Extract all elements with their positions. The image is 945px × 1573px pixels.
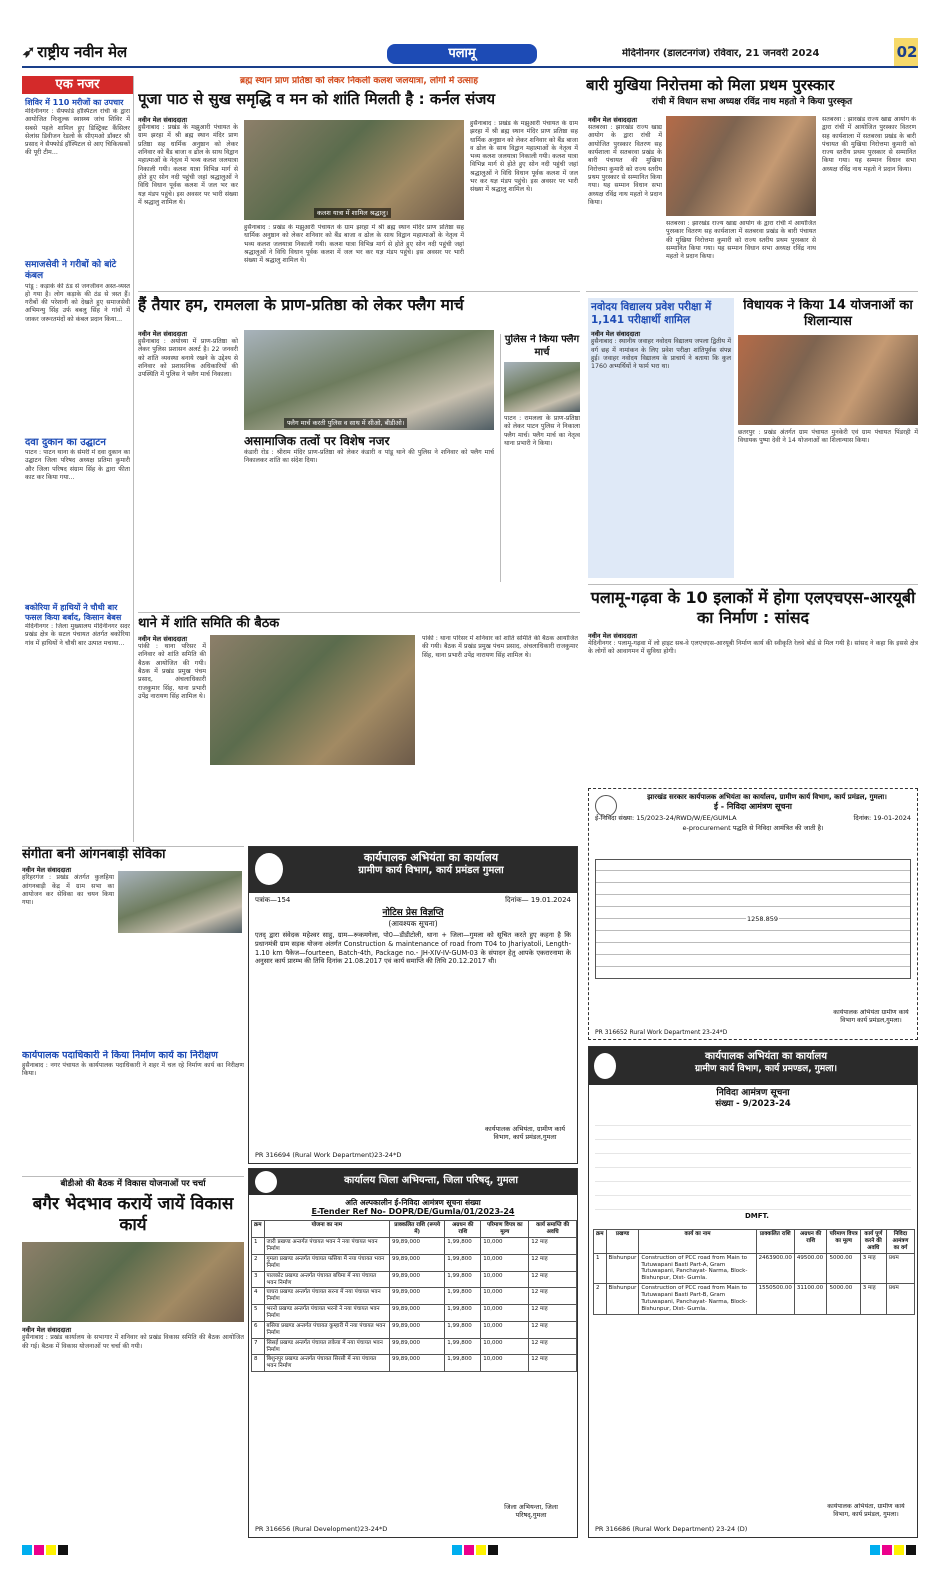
- col-header: क्रम: [252, 1221, 265, 1238]
- table-cell: 12 माह: [529, 1271, 577, 1288]
- story-text-col: [138, 330, 238, 580]
- brief-item: [22, 98, 133, 258]
- patan-photo: [504, 362, 580, 412]
- table-row: [252, 1355, 577, 1372]
- color-swatch: [22, 1545, 32, 1555]
- table-cell: 2: [594, 1284, 607, 1315]
- emblem-icon: [594, 1053, 616, 1079]
- notice-subtitle: निविदा आमंत्रण सूचना: [716, 1088, 790, 1098]
- story-rub: [588, 584, 918, 784]
- byline: नवीन मेल संवाददाता: [591, 330, 640, 339]
- notice-number: संख्या - 9/2023-24: [715, 1099, 791, 1110]
- col-header: प्राक्कलित राशि: [756, 1230, 794, 1254]
- table-cell: 2: [252, 1254, 265, 1271]
- table-cell: सिसई प्रखण्ड अन्तर्गत पंचायत लकेया में नया पंचायत भवन निर्माण: [264, 1338, 390, 1355]
- col-header: कार्य पूर्ण करने की अवधि: [860, 1230, 886, 1254]
- table-cell: 1,99,800: [445, 1288, 481, 1305]
- table-cell: 10,000: [481, 1338, 529, 1355]
- table-cell: 10,000: [481, 1355, 529, 1372]
- table-cell: 1550500.00: [756, 1284, 794, 1315]
- notice-gumla-2: [248, 1168, 578, 1538]
- section-label: पलामू: [387, 44, 537, 64]
- table-cell: बसिया प्रखण्ड अन्तर्गत पंचायत कुम्हारी में नया पंचायत भवन निर्माण: [264, 1321, 390, 1338]
- story-shanti: [138, 612, 580, 840]
- story-body: हुसैनाबाद : प्रखंड के मझुआरी पंचायत के ग्राम झरहा में श्री ब्रह्म स्थान मंदिर प्राण प्रतिष्ठा सह धार्मिक अनुष्ठान को लेकर शनिवार को बैंड बाजा व ढोल के साथ विद्वान महात्माओं के नेतृत्व में भव्य कलश जलयात्रा निकाली गयी। कलश यात्रा विभिन्न मार्ग से होते हुए सोन नदी पहुंची जहां श्रद्धालुओं ने विधि विधान पूर्वक कलश में जल भर कर यज्ञ मंडप पहुंचे। इस अवसर पर भारी संख्या में श्रद्धालु शामिल थे।: [138, 124, 238, 206]
- story-body: सतबरवा : झारखंड राज्य खाद्य आयोग के द्वारा रांची में आयोजित पुरस्कार वितरण सह कार्यशाला में सतबरवा प्रखंड के बारी पंचायत की मुखिया निरोत्तमा कुमारी को राज्य स्तरीय प्रथम पुरस्कार से सम्मानित किया गया। यह सम्मान विधान सभा अध्यक्ष रविंद्र नाथ महतो ने प्रदान किया।: [588, 124, 662, 206]
- table-cell: Bishunpur: [606, 1253, 639, 1284]
- table-cell: 2463900.00: [756, 1253, 794, 1284]
- notice-right-1: [588, 788, 918, 1040]
- table-cell: 99,89,000: [390, 1355, 445, 1372]
- color-swatch: [906, 1545, 916, 1555]
- table-cell: Bishunpur: [606, 1284, 639, 1315]
- notice-subtitle2: (आवश्यक सूचना): [388, 919, 438, 928]
- story-pooja: [138, 76, 580, 292]
- brief-item: [22, 601, 133, 775]
- col-header: परिमाण विपत्र का मूल्य: [827, 1230, 860, 1254]
- col-header: परिमाण विपत्र का मूल्य: [481, 1221, 529, 1238]
- notice-right-2: [588, 1046, 918, 1538]
- notice-title-line: कार्यपालक अभियंता का कार्यालय: [704, 1051, 828, 1062]
- story-headline: पूजा पाठ से सुख समृद्धि व मन को शांति मिलती है : कर्नल संजय: [138, 90, 496, 109]
- byline: नवीन मेल संवाददाता: [138, 635, 187, 643]
- story-body: हुसैनाबाद : नगर पंचायत के कार्यपालक पदाधिकारी ने शहर में चल रहे निर्माण कार्य का निरीक्षण किया।: [22, 1061, 244, 1078]
- col-header: प्रखण्ड: [606, 1230, 639, 1254]
- table-cell: 12 माह: [529, 1288, 577, 1305]
- color-swatch: [464, 1545, 474, 1555]
- table-cell: 1,99,800: [445, 1238, 481, 1255]
- table-cell: 99,89,000: [390, 1321, 445, 1338]
- shanti-photo: [210, 635, 415, 765]
- table-cell: 1: [594, 1253, 607, 1284]
- story-body: पांकी : थाना परिसर में शनिवार को शांति समिति की बैठक आयोजित की गयी। बैठक में प्रखंड प्रमुख पंचम प्रसाद, अंचलाधिकारी राजकुमार सिंह, थाना प्रभारी उपेंद्र नारायण सिंह शामिल थे।: [138, 643, 206, 700]
- table-cell: 5000.00: [827, 1284, 860, 1315]
- story-text-col: [138, 116, 238, 290]
- col-header: निविदा आमंत्रण का वर्ग: [886, 1230, 914, 1254]
- notice-title-line: कार्यपालक अभियंता का कार्यालय: [363, 851, 499, 864]
- bird-icon: ➶: [22, 42, 36, 61]
- bdo-photo: [22, 1242, 244, 1322]
- table-cell: प्रथम: [886, 1253, 914, 1284]
- byline: नवीन मेल संवाददाता: [22, 1326, 71, 1335]
- story-body: हुसैनाबाद : प्रखंड कार्यालय के सभागार में शनिवार को प्रखंड विकास समिति की बैठक आयोजित की गई। बैठक में विकास योजनाओं पर चर्चा की गयी।: [22, 1334, 244, 1350]
- table-cell: 12 माह: [529, 1305, 577, 1322]
- story-asamajik: [244, 434, 494, 580]
- table-row: [252, 1238, 577, 1255]
- story-body-continued: हुसैनाबाद : प्रखंड के मझुआरी पंचायत के ग्राम झरहा में श्री ब्रह्म स्थान मंदिर प्राण प्रतिष्ठा सह धार्मिक अनुष्ठान को लेकर शनिवार को बैंड बाजा व ढोल के साथ विद्वान महात्माओं के नेतृत्व में भव्य कलश जलयात्रा निकाली गयी। कलश यात्रा विभिन्न मार्ग से होते हुए सोन नदी पहुंची जहां श्रद्धालुओं ने विधि विधान पूर्वक कलश में जल भर कर यज्ञ मंडप पहुंचे। इस अवसर पर भारी संख्या में श्रद्धालु शामिल थे।: [470, 120, 578, 194]
- brief-item: [22, 435, 133, 602]
- table-cell: 1,99,800: [445, 1271, 481, 1288]
- table-cell: 5000.00: [827, 1253, 860, 1284]
- table-cell: 3 माह: [860, 1284, 886, 1315]
- table-cell: 10,000: [481, 1254, 529, 1271]
- table-row: [594, 1253, 915, 1284]
- sangita-photo: [118, 871, 242, 933]
- table-row: [252, 1271, 577, 1288]
- color-swatch: [46, 1545, 56, 1555]
- notice-sign: कार्यपालक अभियंता, ग्रामीण कार्य विभाग, कार्य प्रमंडल,गुमला: [485, 1124, 565, 1141]
- table-cell: 99,89,000: [390, 1288, 445, 1305]
- table-cell: 1: [252, 1238, 265, 1255]
- story-headline: थाने में शांति समिति की बैठक: [138, 616, 280, 631]
- color-swatches-left: [22, 1545, 70, 1557]
- table-cell: 12 माह: [529, 1338, 577, 1355]
- story-body-continued: सतबरवा : झारखंड राज्य खाद्य आयोग के द्वारा रांची में आयोजित पुरस्कार वितरण सह कार्यशाला में सतबरवा प्रखंड के बारी पंचायत की मुखिया निरोत्तमा कुमारी को राज्य स्तरीय प्रथम पुरस्कार से सम्मानित किया गया। यह सम्मान विधान सभा अध्यक्ष रविंद्र नाथ महतो ने प्रदान किया।: [666, 220, 816, 261]
- notice-details: [595, 1113, 911, 1223]
- table-row: [252, 1254, 577, 1271]
- notice-sign: कार्यपालक अभियंता, ग्रामीण कार्य विभाग, कार्य प्रमंडल, गुमला।: [827, 1503, 905, 1519]
- table-cell: 49500.00: [794, 1253, 827, 1284]
- table-row: [252, 1321, 577, 1338]
- table-cell: Construction of PCC road from Main to Tutuwapani Basti Part-B, Gram Tutuwapani, Panchayat- Narma, Block- Bishunpur, Dist- Gumla.: [639, 1284, 756, 1315]
- table-cell: प्रथम: [886, 1284, 914, 1315]
- notice-footer: PR 316694 (Rural Work Department)23-24*D: [255, 1150, 402, 1159]
- story-text-col: [588, 116, 662, 290]
- table-cell: जारी प्रखण्ड अन्तर्गत पंचायत भवन ने नया पंचायत भवन निर्माण: [264, 1238, 390, 1255]
- notice-sign: कार्यपालक अभियंता ग्रामीण कार्य विभाग कार्य प्रमंडल,गुमला।: [833, 1009, 909, 1025]
- table-cell: 12 माह: [529, 1254, 577, 1271]
- photo-caption: कलश यात्रा में शामिल श्रद्धालु।: [314, 208, 391, 218]
- table-cell: 10,000: [481, 1305, 529, 1322]
- story-body-continued: हुसैनाबाद : प्रखंड के मझुआरी पंचायत के ग्राम झरहा में श्री ब्रह्म स्थान मंदिर प्राण प्रतिष्ठा सह धार्मिक अनुष्ठान को लेकर शनिवार को बैंड बाजा व ढोल के साथ विद्वान महात्माओं के नेतृत्व में भव्य कलश जलयात्रा निकाली गयी। कलश यात्रा विभिन्न मार्ग से होते हुए सोन नदी पहुंची जहां श्रद्धालुओं ने विधि विधान पूर्वक कलश में जल भर कर यज्ञ मंडप पहुंचे। इस अवसर पर भारी संख्या में श्रद्धालु शामिल थे।: [244, 224, 464, 265]
- color-swatch: [476, 1545, 486, 1555]
- table-cell: 10,000: [481, 1271, 529, 1288]
- dateline: मेदिनीनगर (डालटनगंज) रविवार, 21 जनवरी 2024: [622, 48, 820, 59]
- table-cell: 10,000: [481, 1288, 529, 1305]
- story-headline: असामाजिक तत्वों पर विशेष नजर: [244, 434, 390, 448]
- byline: नवीन मेल संवाददाता: [138, 330, 187, 338]
- brief-headline: समाजसेवी ने गरीबों को बांटे कंबल: [25, 260, 117, 282]
- notice-title: कार्यालय जिला अभियन्ता, जिला परिषद्, गुमला: [249, 1169, 577, 1195]
- table-cell: 31100.00: [794, 1284, 827, 1315]
- story-body: हुसैनाबाद : स्थानीय जवाहर नवोदय विद्यालय जपला द्वितीय में वर्ग छह में नामांकन के लिए प्रवेश परीक्षा शांतिपूर्वक संपन्न हुई। जवाहर नवोदय विद्यालय के प्राचार्य ने बताया कि कुल 1760 अभ्यर्थियों ने फार्म भरा था।: [591, 338, 731, 371]
- story-body: छतरपुर : प्रखंड अंतर्गत ग्राम पंचायत मुनकेरी एवं ग्राम पंचायत पिंडरही में विधायक पुष्पा देवी ने 14 योजनाओं का शिलान्यास किया।: [738, 428, 918, 444]
- table-row: [594, 1284, 915, 1315]
- col-header: अग्रधन की राशि: [445, 1221, 481, 1238]
- col-header: अग्रधन की राशि: [794, 1230, 827, 1254]
- col-header: योजना का नाम: [264, 1221, 390, 1238]
- tender-table: [593, 1229, 915, 1315]
- story-headline: पलामू-गढ़वा के 10 इलाकों में होगा एलएचएस-आरयूबी का निर्माण : सांसद: [590, 588, 916, 627]
- notice-subtitle: अति अल्पकालीन ई-निविदा आमंत्रण सूचना संख्या: [345, 1198, 481, 1207]
- table-cell: 99,89,000: [390, 1305, 445, 1322]
- table-cell: 4: [252, 1288, 265, 1305]
- column-header: एक नजर: [22, 76, 133, 94]
- tender-table: [251, 1220, 577, 1372]
- story-body: मेदिनीनगर : पलामू-गढ़वा में लो हाइट सब-वे एलएचएस-आरयूबी निर्माण कार्य की स्वीकृति रेलवे बोर्ड से मिल गयी है। सांसद ने कहा कि इससे क्षेत्र के लोगों को आवागमन में सुविधा होगी।: [588, 640, 918, 656]
- color-swatch: [488, 1545, 498, 1555]
- notice-footer: PR 316656 (Rural Development)23-24*D: [255, 1524, 388, 1533]
- table-cell: 99,89,000: [390, 1271, 445, 1288]
- notice-gumla-1: [248, 846, 578, 1164]
- color-swatch: [58, 1545, 68, 1555]
- col-header: क्रम: [594, 1230, 607, 1254]
- story-body: हरिहरगंज : प्रखंड अंतर्गत कुलहिया आंगनबाड़ी केंद्र में ग्राम सभा का आयोजन कर सेविका का चयन किया गया।: [22, 874, 114, 907]
- story-award: [586, 76, 918, 292]
- notice-subtitle: ई - निविदा आमंत्रण सूचना: [714, 801, 792, 811]
- table-cell: 8: [252, 1355, 265, 1372]
- color-swatch: [882, 1545, 892, 1555]
- emblem-icon: [255, 1171, 277, 1193]
- newspaper-logo: [22, 42, 127, 62]
- col-header: कार्य का नाम: [639, 1230, 756, 1254]
- flag-march-photo: [244, 330, 494, 430]
- table-cell: 1,99,800: [445, 1355, 481, 1372]
- byline: नवीन मेल संवाददाता: [588, 116, 637, 124]
- notice-footer: PR 316686 (Rural Work Department) 23-24 (D): [595, 1524, 748, 1533]
- color-swatch: [894, 1545, 904, 1555]
- story-kicker: ब्रह्म स्थान प्राण प्रतिष्ठा को लेकर निकली कलश जलयात्रा, लोगों में उत्साह: [239, 76, 479, 86]
- col-header: कार्य समाप्ति की अवधि: [529, 1221, 577, 1238]
- notice-title: [589, 1047, 917, 1085]
- story-bdo: [22, 1176, 244, 1538]
- emblem-icon: [595, 795, 617, 817]
- tender-ref: ई-निविदा संख्या: 15/2023-24/RWD/W/EE/GUMLA: [595, 813, 737, 822]
- table-cell: 1,99,800: [445, 1254, 481, 1271]
- table-cell: भरनो प्रखण्ड अन्तर्गत पंचायत भरनो ने नया पंचायत भवन निर्माण: [264, 1305, 390, 1322]
- brief-headline: शिविर में 110 मरीजों का उपचार: [25, 98, 124, 107]
- table-cell: गुमला प्रखण्ड अन्तर्गत पंचायत फसिया में नया पंचायत भवन निर्माण: [264, 1254, 390, 1271]
- color-swatch: [34, 1545, 44, 1555]
- story-sangita: [22, 846, 244, 1046]
- color-registration-bar: [22, 1545, 918, 1557]
- table-cell: 99,89,000: [390, 1254, 445, 1271]
- logo-text: राष्ट्रीय नवीन मेल: [37, 43, 128, 61]
- notice-title-line: ग्रामीण कार्य विभाग, कार्य प्रमण्डल, गुमला।: [694, 1063, 838, 1074]
- byline: नवीन मेल संवाददाता: [138, 116, 187, 124]
- story-navodaya: [588, 298, 734, 578]
- left-column: [22, 76, 134, 842]
- patrank: पत्रांक—154: [255, 896, 291, 904]
- brief-headline: बकोरिया में हाथियों ने चौथी बार फसल किया बर्बाद, किसान बेबस: [25, 603, 122, 622]
- table-cell: 10,000: [481, 1238, 529, 1255]
- table-cell: 5: [252, 1305, 265, 1322]
- story-body-continued: सतबरवा : झारखंड राज्य खाद्य आयोग के द्वारा रांची में आयोजित पुरस्कार वितरण सह कार्यशाला में सतबरवा प्रखंड के बारी पंचायत की मुखिया निरोत्तमा कुमारी को राज्य स्तरीय प्रथम पुरस्कार से सम्मानित किया गया। यह सम्मान विधान सभा अध्यक्ष रविंद्र नाथ महतो ने प्रदान किया।: [822, 116, 916, 173]
- color-swatches-right: [870, 1545, 918, 1557]
- notice-date: दिनांक— 19.01.2024: [505, 896, 571, 904]
- tender-ref: E-Tender Ref No- DOPR/DE/Gumla/01/2023-24: [311, 1207, 515, 1217]
- emblem-icon: [255, 853, 283, 885]
- notice-footer: PR 316652 Rural Work Department 23-24*D: [595, 1028, 728, 1036]
- story-headline: संगीता बनी आंगनबाड़ी सेविका: [22, 847, 166, 862]
- color-swatches-center: [452, 1545, 500, 1557]
- story-headline: नवोदय विद्यालय प्रवेश परीक्षा में 1,141 परीक्षार्थी शामिल: [591, 301, 712, 327]
- story-headline: हैं तैयार हम, रामलला के प्राण-प्रतिष्ठा को लेकर फ्लैग मार्च: [138, 296, 464, 314]
- table-row: [252, 1305, 577, 1322]
- story-photo: [244, 120, 464, 220]
- story-text-col: [138, 635, 206, 839]
- brief-body: मेदिनीनगर : जिला मुख्यालय मेदिनीनगर सदर प्रखंड क्षेत्र के सटल पंचायत अंतर्गत बकोरिया गांव में हाथियों ने चौथी बार उत्पात मचाया...: [25, 623, 130, 647]
- color-swatch: [870, 1545, 880, 1555]
- table-cell: 7: [252, 1338, 265, 1355]
- shilanyas-photo: [738, 335, 918, 425]
- brief-body: मेदिनीनगर : सैफ्फोर्ड हॉस्पिटल रांची के द्वारा आयोजित निःशुल्क स्वास्थ्य जांच शिविर में सबसे पहले शामिल हुए डिस्ट्रिक्ट कैंसिलर सेलांस डिवीजन रेडलो के सीएमओ डॉक्टर श्री प्रसाद ने सैफ्फोर्ड हॉस्पिटल से आए चिकित्सकों की पूरी टीम...: [25, 108, 130, 157]
- color-swatch: [452, 1545, 462, 1555]
- table-cell: 12 माह: [529, 1321, 577, 1338]
- table-cell: Construction of PCC road from Main to Tutuwapani Basti Part-A, Gram Tutuwapani, Panchayat- Narma, Block- Bishunpur, Dist- Gumla.: [639, 1253, 756, 1284]
- brief-body: पांडू : कड़ाके की ठंड से जनजीवन अस्त-व्यस्त हो गया है। लोग कड़ाके की ठंड से त्रस्त हैं। गरीबों की परेशानी को देखते हुए समाजसेवी अभिमन्यु सिंह उर्फ बबलु सिंह ने गांवों में जाकर जरूरतमंदों को कंबल प्रदान किया...: [25, 282, 130, 323]
- notice-sign: जिला अभियन्ता, जिला परिषद्,गुमला: [504, 1502, 558, 1519]
- table-row: [252, 1338, 577, 1355]
- table-cell: पालकोट प्रखण्ड अन्तर्गत पंचायत बघिमा में नया पंचायत भवन निर्माण: [264, 1271, 390, 1288]
- notice-date: दिनांक: 19-01-2024: [853, 813, 911, 822]
- notice-title: झारखंड सरकार कार्यपालक अभियंता का कार्यालय, ग्रामीण कार्य विभाग, कार्य प्रमंडल, गुमला।: [647, 793, 887, 801]
- story-headline: कार्यपालक पदाधिकारी ने किया निर्माण कार्य का निरीक्षण: [22, 1050, 218, 1061]
- story-body: कंडारी रोड : श्रीराम मंदिर प्राण-प्रतिष्ठा को लेकर कंडारी व पांडू थाने की पुलिस ने शनिवार को फ्लैग मार्च निकालकर शांति का संदेश दिया।: [244, 449, 494, 465]
- table-cell: 1,99,800: [445, 1321, 481, 1338]
- notice-title-line: ग्रामीण कार्य विभाग, कार्य प्रमंडल गुमला: [358, 864, 504, 876]
- brief-headline: दवा दुकान का उद्घाटन: [25, 436, 106, 448]
- story-subhead: रांची में विधान सभा अध्यक्ष रविंद्र नाथ महतो ने किया पुरस्कृत: [651, 96, 853, 107]
- brief-item: [22, 258, 133, 435]
- table-cell: 12 माह: [529, 1355, 577, 1372]
- table-cell: 12 माह: [529, 1238, 577, 1255]
- table-cell: घाघरा प्रखण्ड अन्तर्गत पंचायत सरना में नया पंचायत भवन निर्माण: [264, 1288, 390, 1305]
- byline: नवीन मेल संवाददाता: [22, 866, 71, 875]
- page-number: 02: [894, 38, 918, 66]
- award-photo: [666, 116, 816, 216]
- table-cell: 3: [252, 1271, 265, 1288]
- story-body: पाटन : रामलला के प्राण-प्रतिष्ठा को लेकर पाटन पुलिस ने निकाला फ्लैग मार्च। फ्लैग मार्च का नेतृत्व थाना प्रभारी ने किया।: [504, 415, 580, 447]
- story-shilanyas: [738, 298, 918, 578]
- story-karyapalak: [22, 1050, 244, 1174]
- notice-procurement: e-procurement पद्धति से निविदा आमंत्रित की जाती है।: [682, 823, 824, 832]
- story-patan: [500, 334, 580, 582]
- table-cell: 99,89,000: [390, 1238, 445, 1255]
- masthead: [22, 38, 918, 68]
- table-cell: 1,99,800: [445, 1305, 481, 1322]
- table-cell: 10,000: [481, 1321, 529, 1338]
- table-cell: बिशुनपुर प्रखण्ड अन्तर्गत पंचायत सिरसी में नया पंचायत भवन निर्माण: [264, 1355, 390, 1372]
- table-row: [252, 1288, 577, 1305]
- story-body: हुसैनाबाद : अयोध्या में प्राण-प्रतिष्ठा को लेकर पुलिस प्रशासन अलर्ट है। 22 जनवरी को शांति व्यवस्था बनाये रखने के उद्देश्य से शनिवार को प्रशासनिक अधिकारियों की उपस्थिति में पुलिस ने फ्लैग मार्च निकाला।: [138, 338, 238, 379]
- notice-body: एतद् द्वारा संवेदक महेश्वर साहु, ग्राम—रूकमगेला, पो0—डीडीटोली, थाना + जिला—गुमला को सूचित करते हुए कहना है कि प्रधानमंत्री ग्राम सड़क योजना अंतर्गत Construction & maintenance of road from T04 to Jhariyatoli, Length- 1.10 km पैकेज—fourteen, Batch-4th, Package no.- JH-XIV-IV-GUM-03 के संपादन हेतु आपके एकरारनामा के अनुसार कार्य प्रारम्भ की तिथि दिनांक 21.08.2017 एवं कार्य समाप्ति की तिथि 20.12.2017 थी।: [255, 931, 571, 966]
- notice-title: [249, 847, 577, 893]
- notice-subtitle: नोटिस प्रेस विज्ञप्ति: [382, 907, 444, 918]
- story-headline: विधायक ने किया 14 योजनाओं का शिलान्यास: [743, 298, 913, 330]
- table-cell: 6: [252, 1321, 265, 1338]
- story-headline: बगैर भेदभाव करायें जायें विकास कार्य: [32, 1193, 234, 1235]
- table-grid: [595, 859, 911, 979]
- table-cell: 3 माह: [860, 1253, 886, 1284]
- dmft-label: DMFT.: [745, 1212, 769, 1221]
- photo-caption: फ्लैग मार्च करती पुलिस व साथ में सीओ, बीडीओ।: [284, 418, 407, 428]
- table-cell: 99,89,000: [390, 1338, 445, 1355]
- story-headline: बारी मुखिया निरोत्तमा को मिला प्रथम पुरस्कार: [586, 76, 835, 94]
- byline: नवीन मेल संवाददाता: [588, 632, 637, 640]
- table-cell: 1,99,800: [445, 1338, 481, 1355]
- story-kicker: बीडीओ की बैठक में विकास योजनाओं पर चर्चा: [60, 1179, 206, 1189]
- story-headline: पुलिस ने किया फ्लैग मार्च: [504, 334, 580, 358]
- story-body-continued: पांकी : थाना परिसर में शनिवार को शांति समिति की बैठक आयोजित की गयी। बैठक में प्रखंड प्रमुख पंचम प्रसाद, अंचलाधिकारी राजकुमार सिंह, थाना प्रभारी उपेंद्र नारायण सिंह शामिल थे।: [422, 635, 578, 659]
- brief-body: पाटन : पाटन थाना के सेमरी में दवा दुकान का उद्घाटन जिला परिषद अध्यक्ष प्रतिमा कुमारी और जिला परिषद संग्राम सिंह के द्वारा फीता काट कर किया गया...: [25, 449, 130, 481]
- estimated-amount: 1258.859: [747, 915, 779, 923]
- col-header: प्राक्कलित राशि (रूपये में): [390, 1221, 445, 1238]
